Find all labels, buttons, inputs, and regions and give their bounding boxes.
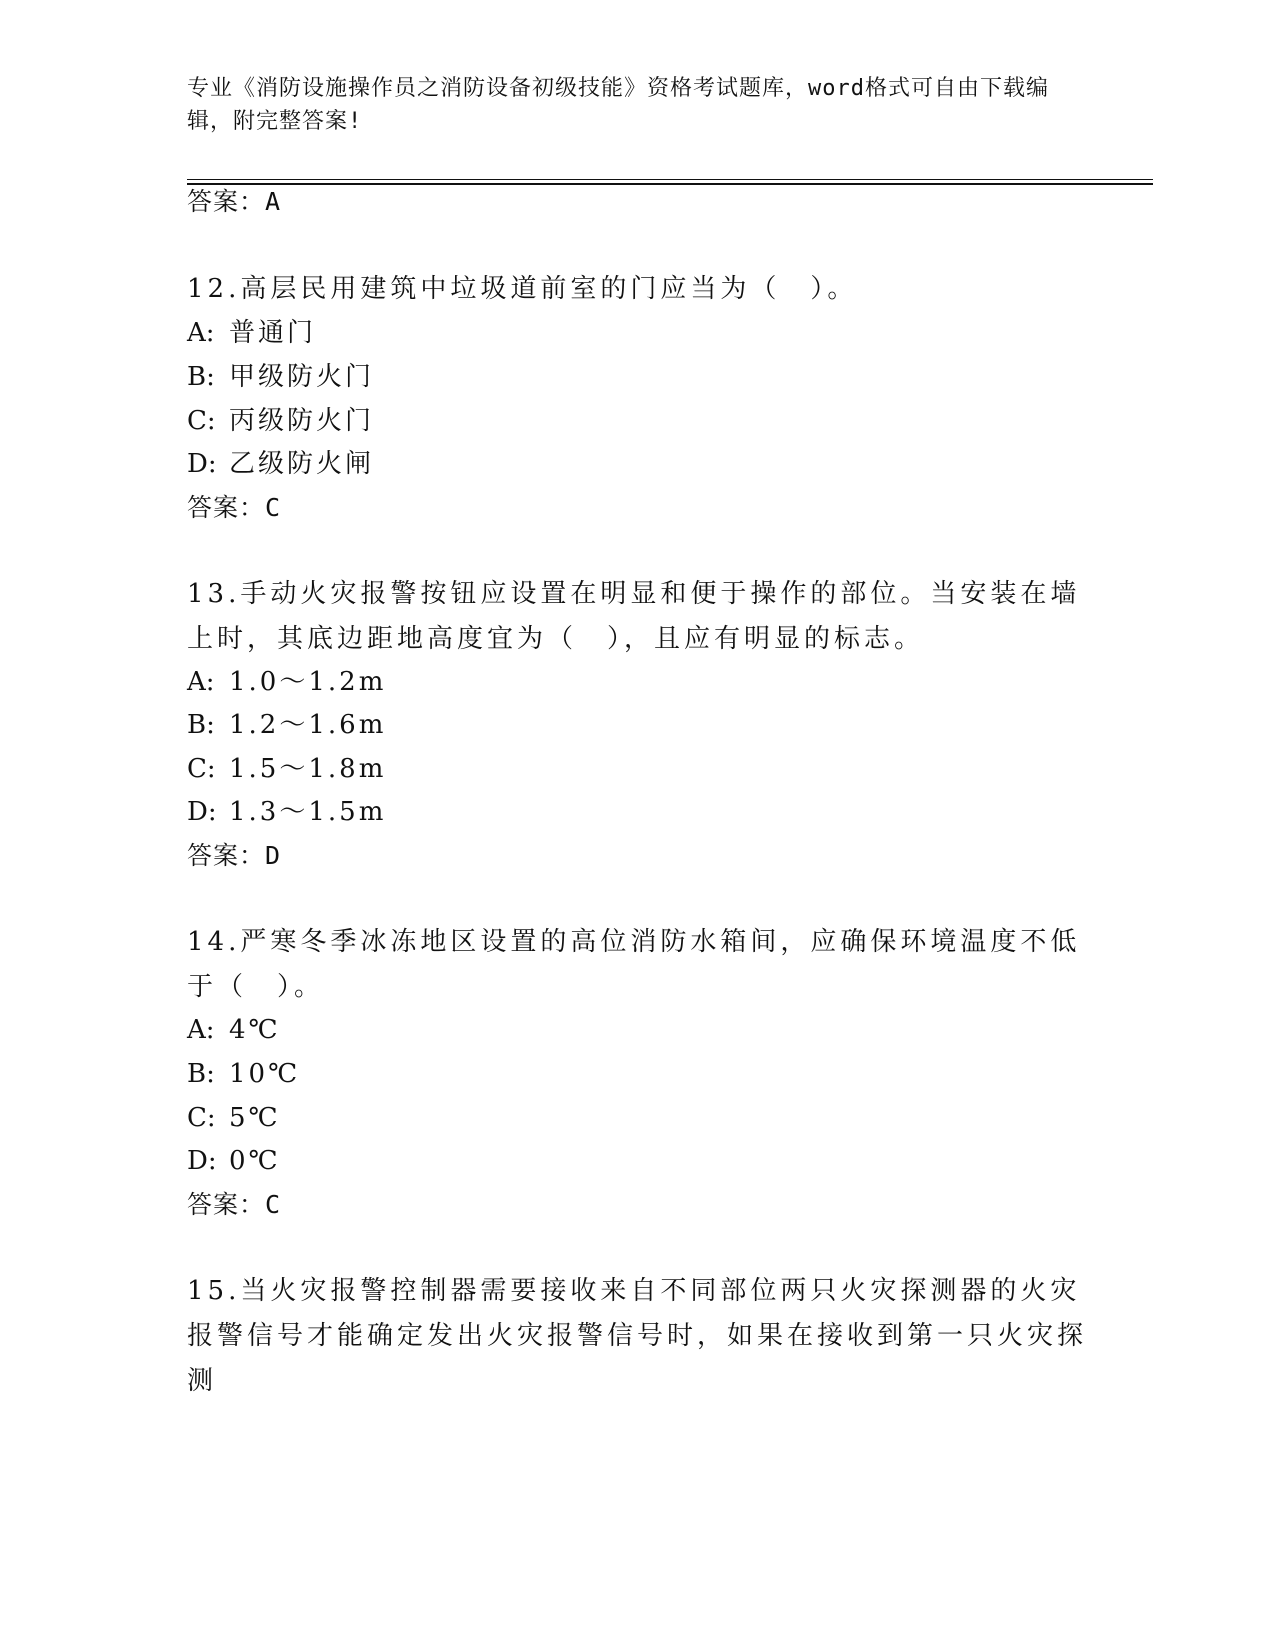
option-letter: A:	[187, 1015, 215, 1045]
question-15-stem: 15.当火灾报警控制器需要接收来自不同部位两只火灾探测器的火灾报警信号才能确定发出火灾报警信号时，如果在接收到第一只火灾探测	[187, 1276, 1088, 1396]
question-12-stem: 12.高层民用建筑中垃圾道前室的门应当为（ ）。	[187, 274, 858, 304]
option-letter: B:	[187, 1059, 215, 1089]
option-text: 10℃	[229, 1059, 301, 1089]
option-text: 1.0～1.2m	[229, 667, 387, 697]
option-text: 1.3～1.5m	[229, 797, 387, 827]
option-text: 乙级防火闸	[229, 449, 375, 479]
answer-q12: 答案：C	[187, 493, 282, 522]
document-header: 专业《消防设施操作员之消防设备初级技能》资格考试题库，word格式可自由下载编辑，附完整答案!	[187, 76, 1049, 134]
header-divider-thin	[187, 179, 1153, 180]
question-13-option-a	[187, 666, 386, 698]
option-text: 5℃	[229, 1103, 281, 1133]
option-letter: A:	[187, 318, 215, 348]
question-14-option-a	[187, 1014, 281, 1046]
option-letter: A:	[187, 667, 215, 697]
question-13-stem: 13.手动火灾报警按钮应设置在明显和便于操作的部位。当安装在墙上时，其底边距地高度宜为（ ），且应有明显的标志。	[187, 579, 1081, 654]
option-text: 1.2～1.6m	[229, 710, 387, 740]
question-12-option-b	[187, 361, 374, 393]
option-letter: D:	[187, 1146, 217, 1176]
question-13-option-c	[187, 753, 386, 785]
question-14-stem: 14.严寒冬季冰冻地区设置的高位消防水箱间，应确保环境温度不低于（ ）。	[187, 927, 1081, 1002]
header-divider-thick	[187, 183, 1153, 185]
option-letter: C:	[187, 754, 216, 784]
option-letter: C:	[187, 406, 216, 436]
answer-q14: 答案：C	[187, 1190, 282, 1219]
option-letter: D:	[187, 797, 217, 827]
question-14-option-c	[187, 1102, 281, 1134]
option-letter: B:	[187, 362, 215, 392]
option-letter: D:	[187, 449, 217, 479]
option-text: 1.5～1.8m	[229, 754, 387, 784]
question-13-option-d	[187, 796, 386, 828]
question-12-option-d	[187, 448, 374, 480]
option-text: 甲级防火门	[229, 362, 375, 392]
option-letter: C:	[187, 1103, 216, 1133]
question-12-option-c	[187, 405, 374, 437]
question-14-option-b	[187, 1058, 300, 1090]
answer-q11: 答案：A	[187, 187, 282, 216]
option-text: 4℃	[229, 1015, 281, 1045]
option-letter: B:	[187, 710, 215, 740]
option-text: 丙级防火门	[229, 406, 375, 436]
option-text: 0℃	[229, 1146, 281, 1176]
question-13-option-b	[187, 709, 386, 741]
answer-q13: 答案：D	[187, 841, 282, 870]
question-14-option-d	[187, 1145, 281, 1177]
question-12-option-a	[187, 317, 316, 349]
option-text: 普通门	[229, 318, 317, 348]
